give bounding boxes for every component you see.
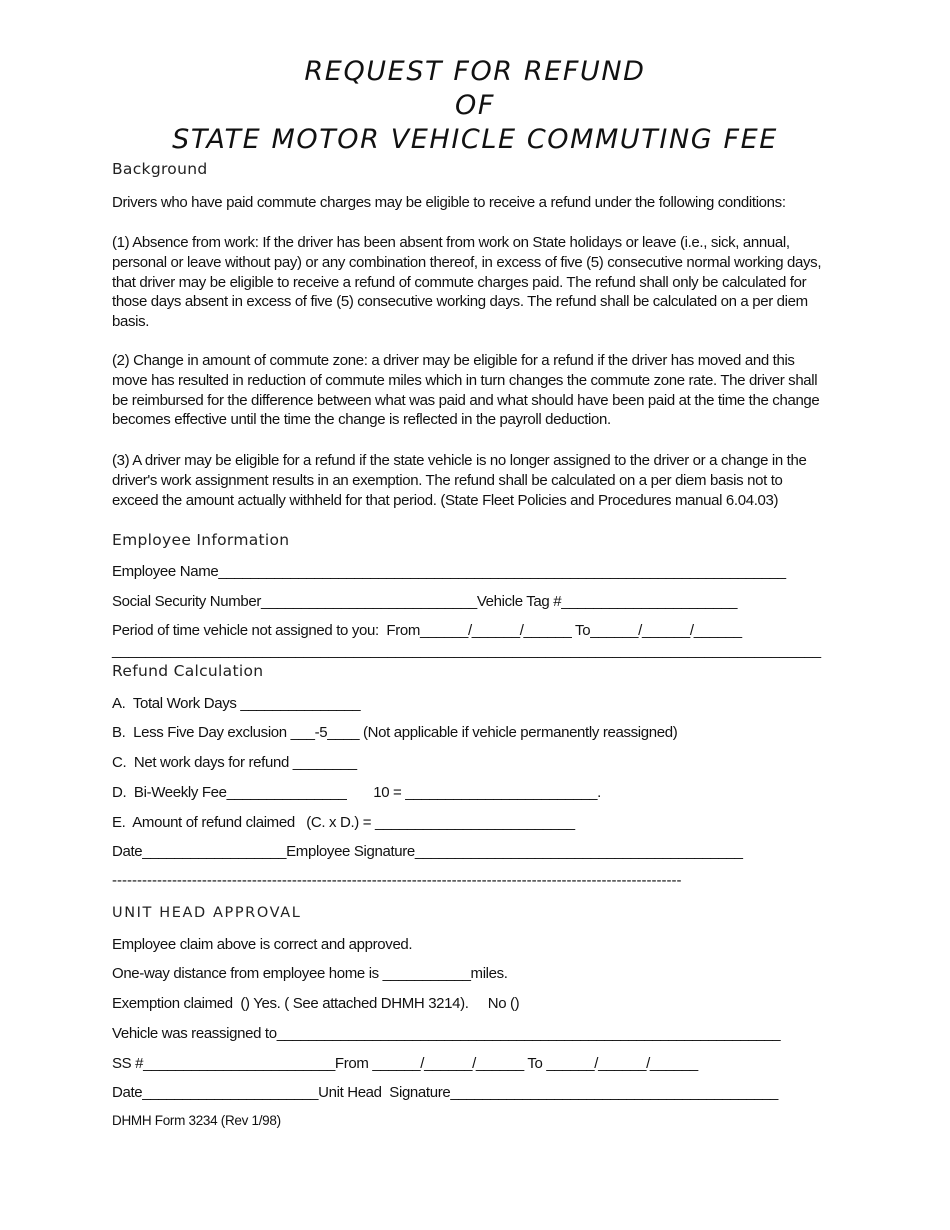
unit-head-date-signature-field[interactable]: Date______________________Unit Head Signature_________________________________________ xyxy=(112,1084,779,1101)
employee-info-heading: Employee Information xyxy=(112,531,290,549)
five-day-exclusion-field[interactable]: B. Less Five Day exclusion ___-5____ (Not applicable if vehicle permanently reassigned) xyxy=(112,724,678,741)
employee-date-signature-field[interactable]: Date__________________Employee Signature_________________________________________ xyxy=(112,843,743,860)
background-heading: Background xyxy=(112,160,208,178)
bi-weekly-fee-field[interactable]: D. Bi-Weekly Fee_______________ 10 = ________________________. xyxy=(112,784,601,801)
section-separator-line: _____________________________________________________________________________________ xyxy=(112,642,822,659)
vehicle-reassigned-field[interactable]: Vehicle was reassigned to_______________________________________________________________ xyxy=(112,1025,781,1042)
net-work-days-field[interactable]: C. Net work days for refund ________ xyxy=(112,754,357,771)
period-not-assigned-field[interactable]: Period of time vehicle not assigned to you: From______/______/______ To______/______/______ xyxy=(112,622,742,639)
exemption-claimed-field[interactable]: Exemption claimed () Yes. ( See attached DHMH 3214). No () xyxy=(112,995,520,1012)
form-number-footer: DHMH Form 3234 (Rev 1/98) xyxy=(112,1113,281,1128)
condition-3-text: (3) A driver may be eligible for a refund if the state vehicle is no longer assigned to the driver or a change in the driver's work assignment results in an exemption. The refund shall be calculated on a per diem basis not to exceed the amount actually withheld for that period. (State Fleet Policies and Procedures manual 6.04.03) xyxy=(112,452,807,509)
refund-amount-field[interactable]: E. Amount of refund claimed (C. x D.) = _________________________ xyxy=(112,814,575,831)
one-way-distance-field[interactable]: One-way distance from employee home is ___________miles. xyxy=(112,965,508,982)
background-intro: Drivers who have paid commute charges may be eligible to receive a refund under the following conditions: xyxy=(112,194,786,211)
condition-2-text: (2) Change in amount of commute zone: a driver may be eligible for a refund if the driver has moved and this move has resulted in reduction of commute miles which in turn changes the commute zone rate. The driver shall be reimbursed for the difference between what was paid and what should have been paid at the time the change becomes effective until the time the change is reflected in the payroll deduction. xyxy=(112,352,820,429)
condition-1-text: (1) Absence from work: If the driver has been absent from work on State holidays or leave (i.e., sick, annual, personal or leave without pay) or any combination thereof, in excess of five (5) consecutive normal working days, that driver may be eligible to receive a refund of commute charges paid. The refund shall only be calculated for those days absent in excess of five (5) consecutive working days. The refund shall be calculated on a per diem basis. xyxy=(112,234,822,331)
refund-calc-heading: Refund Calculation xyxy=(112,662,264,680)
ss-period-field[interactable]: SS #________________________From ______/______/______ To ______/______/______ xyxy=(112,1055,698,1072)
form-title-line-1: REQUEST FOR REFUND xyxy=(304,56,646,87)
ssn-vehicle-tag-field[interactable]: Social Security Number___________________________Vehicle Tag #______________________ xyxy=(112,593,738,610)
employee-name-field[interactable]: Employee Name_______________________________________________________________________ xyxy=(112,563,786,580)
unit-head-approval-heading: UNIT HEAD APPROVAL xyxy=(112,905,302,921)
form-title-line-3: STATE MOTOR VEHICLE COMMUTING FEE xyxy=(172,124,778,155)
dashed-separator-line: ------------------------------------------------------------------------------------------------------------------ xyxy=(112,872,682,889)
form-title-line-2: OF xyxy=(455,90,495,121)
total-work-days-field[interactable]: A. Total Work Days _______________ xyxy=(112,695,361,712)
claim-approved-statement: Employee claim above is correct and approved. xyxy=(112,936,413,953)
